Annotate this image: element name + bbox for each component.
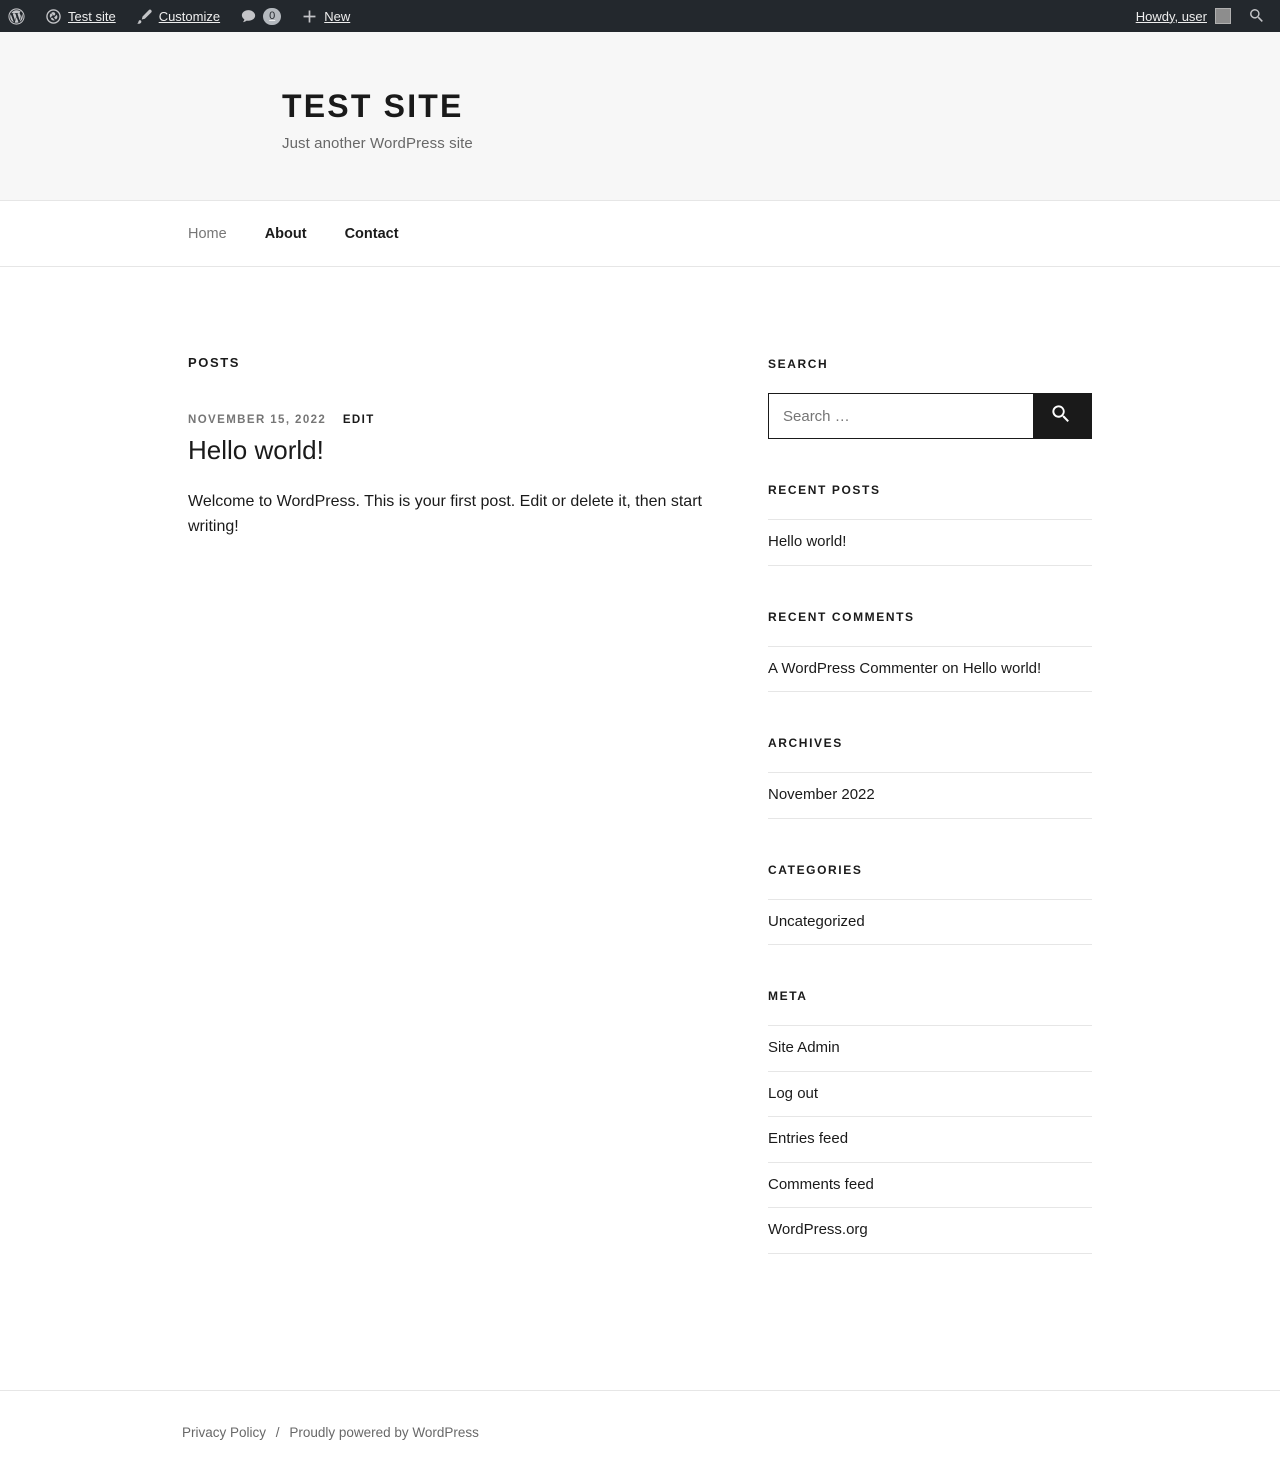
privacy-policy-link[interactable]: Privacy Policy [182,1424,267,1440]
adminbar-site-name-label: Test site [68,8,116,24]
nav-item-contact[interactable] [345,225,399,243]
list-item[interactable] [768,520,1092,566]
comment-post-link[interactable]: Hello world! [962,659,1042,677]
post-article [188,414,748,540]
meta-link-log-out[interactable]: Log out [768,1084,819,1102]
widget-recent-posts [768,483,1092,566]
recent-post-link[interactable]: Hello world! [768,533,847,550]
list-item[interactable] [768,1208,1092,1254]
adminbar-howdy-label: Howdy, user [1135,8,1207,24]
categories-list [768,899,1092,946]
widget-title-recent-comments: RECENT COMMENTS [768,609,915,624]
archives-list [768,772,1092,819]
wp-admin-bar [0,0,1280,32]
adminbar-my-account[interactable] [1126,8,1241,24]
search-input[interactable] [769,394,1033,438]
main-content [188,355,748,1298]
search-icon [1249,8,1266,25]
recent-posts-list [768,519,1092,566]
widget-recent-comments [768,610,1092,693]
widget-title-search: SEARCH [768,357,829,371]
avatar [1215,8,1231,24]
list-item[interactable] [768,1117,1092,1163]
search-icon [1051,404,1073,429]
list-item[interactable] [768,1026,1092,1072]
list-item[interactable] [768,647,1092,693]
post-excerpt: Welcome to WordPress. This is your first post. Edit or delete it, then start writing! [188,492,702,536]
adminbar-customize-label: Customize [158,8,221,24]
adminbar-new-label: New [324,8,351,24]
powered-by-link[interactable]: Proudly powered by WordPress [289,1424,479,1440]
widget-categories [768,863,1092,946]
nav-link-about[interactable]: About [264,226,307,242]
comment-on-word: on [941,659,959,677]
adminbar-right-group [1126,0,1280,32]
category-link[interactable]: Uncategorized [768,912,865,930]
adminbar-new-content[interactable] [291,0,360,32]
post-content [188,489,748,541]
entry-meta [188,414,748,426]
meta-link-comments-feed[interactable]: Comments feed [768,1175,874,1193]
nav-item-about[interactable] [265,225,307,243]
site-header [0,32,1280,201]
post-date-link[interactable]: NOVEMBER 15, 2022 [188,414,327,426]
archive-link[interactable]: November 2022 [768,786,875,803]
page-title[interactable]: TEST SITE [282,88,464,124]
search-form [768,393,1092,439]
list-item[interactable] [768,773,1092,819]
footer-inner [182,1425,1280,1440]
comment-bubble-icon [240,8,257,25]
site-branding [282,88,1186,152]
footer-separator: / [275,1424,280,1440]
comment-author: A WordPress Commenter [768,659,938,677]
post-title[interactable]: Hello world! [188,435,324,465]
meta-link-entries-feed[interactable]: Entries feed [768,1130,849,1147]
sidebar [768,355,1092,1298]
widget-title-recent-posts: RECENT POSTS [768,483,881,497]
content-area [188,267,1092,1298]
widget-meta [768,989,1092,1254]
site-header-wrap [94,88,1186,152]
adminbar-comments[interactable] [230,0,291,32]
meta-list [768,1025,1092,1254]
widget-title-categories: CATEGORIES [768,862,863,877]
widget-title-archives: ARCHIVES [768,736,843,750]
wp-logo-menu[interactable] [0,0,35,32]
nav-item-home[interactable] [188,225,227,243]
adminbar-search-button[interactable] [1241,8,1280,25]
search-submit-button[interactable] [1033,394,1091,438]
list-item[interactable] [768,1163,1092,1209]
plus-icon [301,8,318,25]
list-item[interactable] [768,900,1092,946]
meta-link-wordpress-org[interactable]: WordPress.org [768,1221,868,1238]
posts-heading: POSTS [188,355,241,370]
dashboard-home-icon [45,8,62,25]
widget-archives [768,736,1092,819]
list-item[interactable] [768,1072,1092,1118]
comment-count-badge: 0 [263,8,281,25]
widget-search [768,357,1092,439]
site-footer [0,1390,1280,1474]
site-description: Just another WordPress site [282,135,473,152]
nav-link-home[interactable]: Home [188,226,227,242]
wordpress-logo-icon [8,8,25,25]
adminbar-site-name[interactable] [35,0,126,32]
paintbrush-icon [136,8,153,25]
meta-link-site-admin[interactable]: Site Admin [768,1039,840,1056]
adminbar-customize[interactable] [126,0,230,32]
nav-list [0,201,1280,267]
widget-title-meta: META [768,989,808,1003]
post-edit-link[interactable]: EDIT [342,414,375,426]
recent-comments-list [768,646,1092,693]
primary-navigation [0,201,1280,267]
nav-link-contact[interactable]: Contact [344,226,399,242]
